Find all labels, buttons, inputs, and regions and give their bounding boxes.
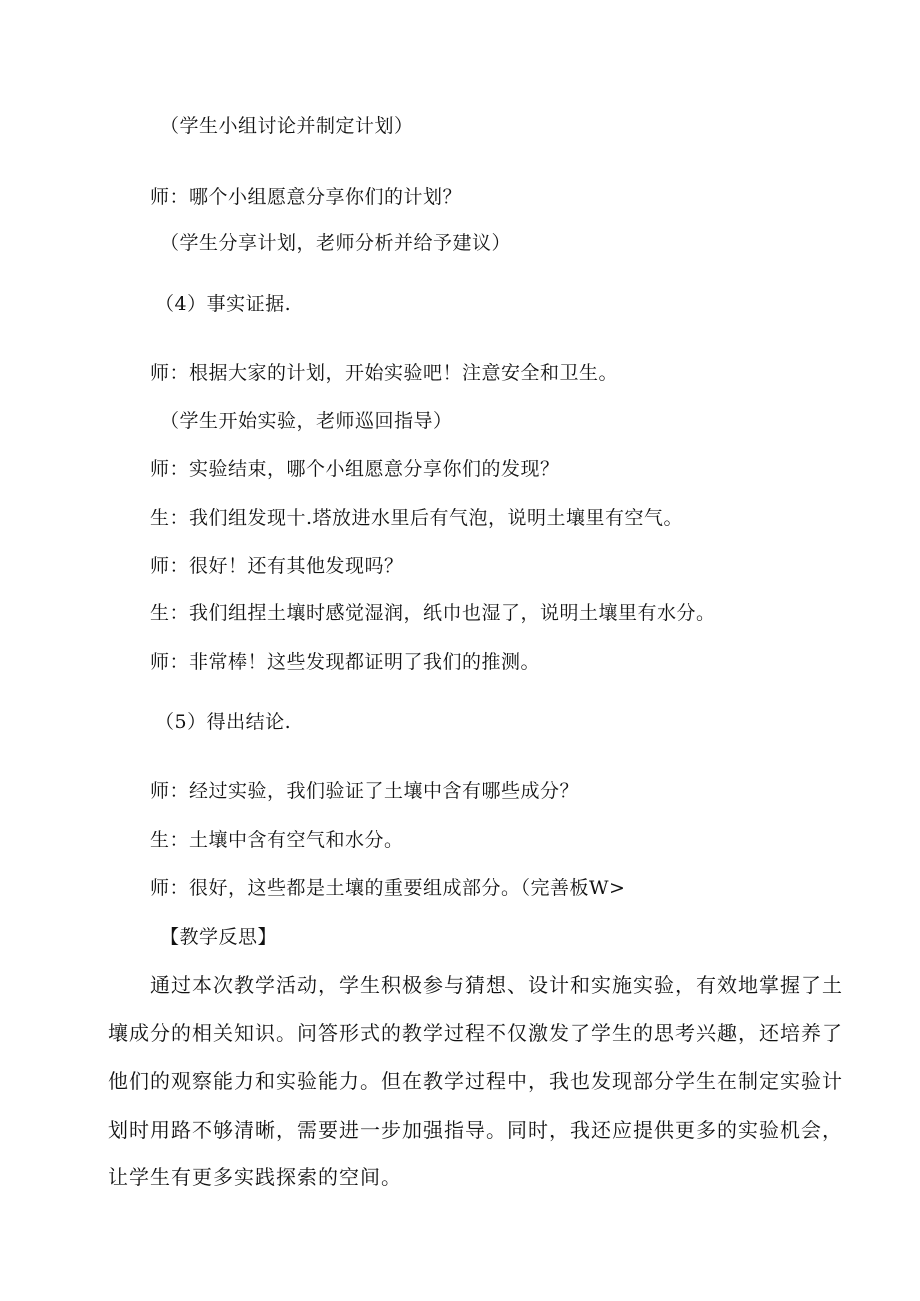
reflection-heading: 【教学反思】 <box>160 926 278 948</box>
teacher-line-verify: 师：经过实验，我们验证了土壤中含有哪些成分？ <box>150 780 580 802</box>
reflection-line: 划时用路不够清晰，需要进一步加强指导。同时，我还应提供更多的实验机会， <box>108 1118 843 1142</box>
teacher-line-other-findings: 师：很好！还有其他发现吗？ <box>150 555 404 577</box>
section-heading-evidence: （4）事实证据. <box>155 293 292 315</box>
student-line-air: 生：我们组发现十.塔放进水里后有气泡，说明土壤里有空气。 <box>150 507 684 529</box>
teacher-line-share-findings: 师：实验结束，哪个小组愿意分享你们的发现？ <box>150 458 560 480</box>
section-heading-conclusion: （5）得出结论. <box>155 711 292 733</box>
teacher-line-summary: 师：很好，这些都是土壤的重要组成部分。（完善板W> <box>150 877 626 899</box>
student-line-answer: 生：土壤中含有空气和水分。 <box>150 829 404 851</box>
stage-direction-share-plan: （学生分享计划，老师分析并给予建议） <box>160 232 512 254</box>
stage-direction-experiment: （学生开始实验，老师巡回指导） <box>160 410 453 432</box>
student-line-water: 生：我们组捏土壤时感觉湿润，纸巾也湿了，说明土壤里有水分。 <box>150 602 716 624</box>
reflection-line: 通过本次教学活动，学生积极参与猜想、设计和实施实验，有效地掌握了土 <box>150 973 843 997</box>
stage-direction-group-plan: （学生小组讨论并制定计划） <box>160 115 414 137</box>
teacher-line-share-plan: 师：哪个小组愿意分享你们的计划？ <box>150 186 463 208</box>
reflection-line: 他们的观察能力和实验能力。但在教学过程中，我也发现部分学生在制定实验计 <box>108 1069 843 1093</box>
teacher-line-start-experiment: 师：根据大家的计划，开始实验吧！注意安全和卫生。 <box>150 362 619 384</box>
reflection-line: 让学生有更多实践探索的空间。 <box>108 1165 402 1189</box>
reflection-line: 壤成分的相关知识。问答形式的教学过程不仅激发了学生的思考兴趣，还培养了 <box>108 1021 843 1045</box>
teacher-line-praise: 师：非常棒！这些发现都证明了我们的推测。 <box>150 651 541 673</box>
